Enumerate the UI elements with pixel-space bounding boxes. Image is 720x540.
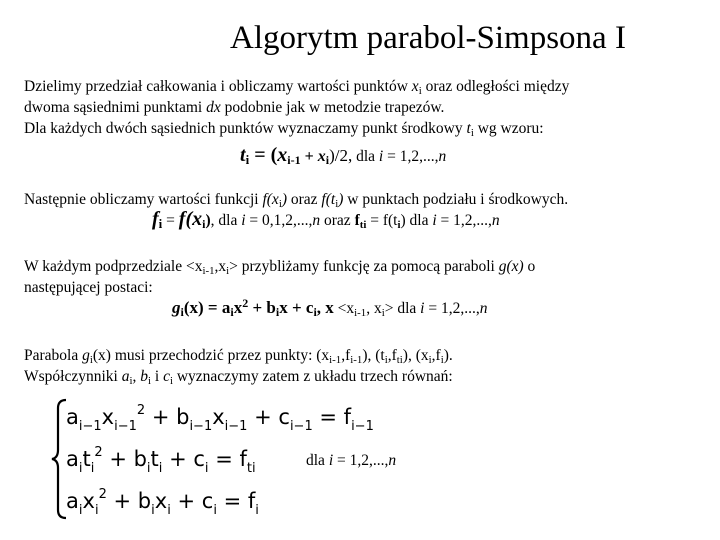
parabola-line-1: W każdym podprzedziale $<x_{i-1},x_i>$ przybliżamy funkcję za pomocą paraboli g(x) o [24,258,536,277]
midpoint-formula: $t_i = (x_{i-1} + x_i)/2$, dla i = 1,2,...,n [240,144,447,167]
coefficients-line-2: Współczynniki $a_i$, $b_i$ i $c_i$ wyznaczymy zatem z układu trzech równań: [24,368,453,387]
intro-line-3: Dla każdych dwóch sąsiednich punktów wyznaczamy punkt środkowy $t_i$ wg wzoru: [24,120,544,139]
system-row-3: $a_ix_i^2 + b_ix_i + c_i = f_i$ [66,487,259,518]
parabola-formula: $g_i(x) = a_ix^2 + b_ix + c_i$, $x <x_{i-1}$, $x_i>$ dla i = 1,2,...,n [172,296,488,319]
coefficients-line-1: Parabola $g_i(x)$ musi przechodzić przez punkty: $(x_{i-1},f_{i-1})$, $(t_i,f_{ti})$, $(x_i,f_i)$. [24,347,453,366]
intro-line-2: dwoma sąsiednimi punktami dx podobnie jak w metodzie trapezów. [24,99,445,116]
system-row-1: $a_{i-1}x_{i-1}^2 + b_{i-1}x_{i-1} + c_{i-1} = f_{i-1}$ [66,403,374,434]
parabola-paragraph [24,256,714,298]
system-row-2: $a_it_i^2 + b_it_i + c_i = f_{ti}$ [66,445,256,476]
system-range-note: dla i = 1,2,...,n [306,452,397,469]
intro-line-1: Dzielimy przedział całkowania i obliczamy wartości punktów $x_i$ oraz odległości między [24,78,570,97]
page-title: Algorytm parabol-Simpsona I [230,20,626,56]
parabola-line-2: następującej postaci: [24,279,153,296]
intro-paragraph [24,76,714,139]
function-values-paragraph: Następnie obliczamy wartości funkcji $f(x_i)$ oraz $f(t_i)$ w punktach podziału i środkowych. [24,191,569,210]
left-brace [52,400,66,518]
function-values-formula: $f_i = f(x_i)$, dla i = 0,1,2,...,n oraz $f_{ti} = f(t_i)$ dla i = 1,2,...,n [152,208,500,231]
coefficients-paragraph [24,345,714,387]
